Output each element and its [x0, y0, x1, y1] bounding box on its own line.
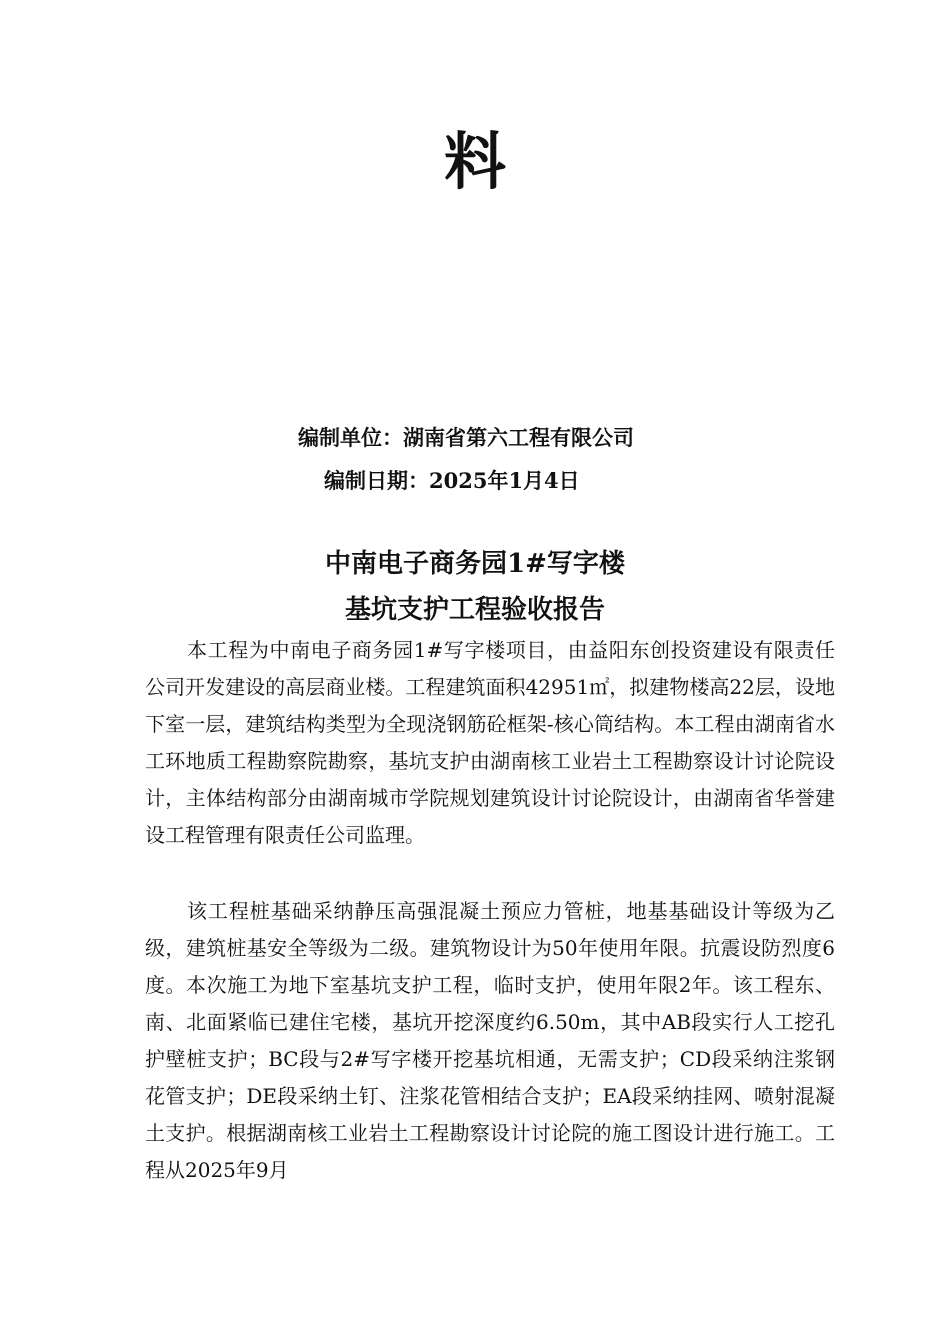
report-title-line1: 中南电子商务园1#写字楼	[325, 549, 625, 579]
paragraph-project-overview: 本工程为中南电子商务园1#写字楼项目，由益阳东创投资建设有限责任公司开发建设的高层商业楼。工程建筑面积42951㎡，拟建物楼高22层，设地下室一层，建筑结构类型为全现浇钢筋砼框架-核心筒结构。本工程由湖南省水工环地质工程勘察院勘察，基坑支护由湖南核工业岩土工程勘察设计讨论院设计，主体结构部分由湖南城市学院规划建筑设计讨论院设计，由湖南省华誉建设工程管理有限责任公司监理。	[145, 638, 835, 847]
cover-title: 料	[443, 125, 506, 198]
paragraph-foundation-details: 该工程桩基础采纳静压高强混凝土预应力管桩，地基基础设计等级为乙级，建筑桩基安全等级为二级。建筑物设计为50年使用年限。抗震设防烈度6度。本次施工为地下室基坑支护工程，临时支护，使用年限2年。该工程东、南、北面紧临已建住宅楼，基坑开挖深度约6.50m，其中AB段实行人工挖孔护壁桩支护；BC段与2#写字楼开挖基坑相通，无需支护；CD段采纳注浆钢花管支护；DE段采纳土钉、注浆花管相结合支护；EA段采纳挂网、喷射混凝土支护。根据湖南核工业岩土工程勘察设计讨论院的施工图设计进行施工。工程从2025年9月	[145, 899, 835, 1182]
compiling-date: 编制日期：2025年1月4日	[324, 468, 580, 493]
compiling-unit: 编制单位：湖南省第六工程有限公司	[298, 425, 634, 450]
report-title-line2: 基坑支护工程验收报告	[344, 595, 605, 625]
